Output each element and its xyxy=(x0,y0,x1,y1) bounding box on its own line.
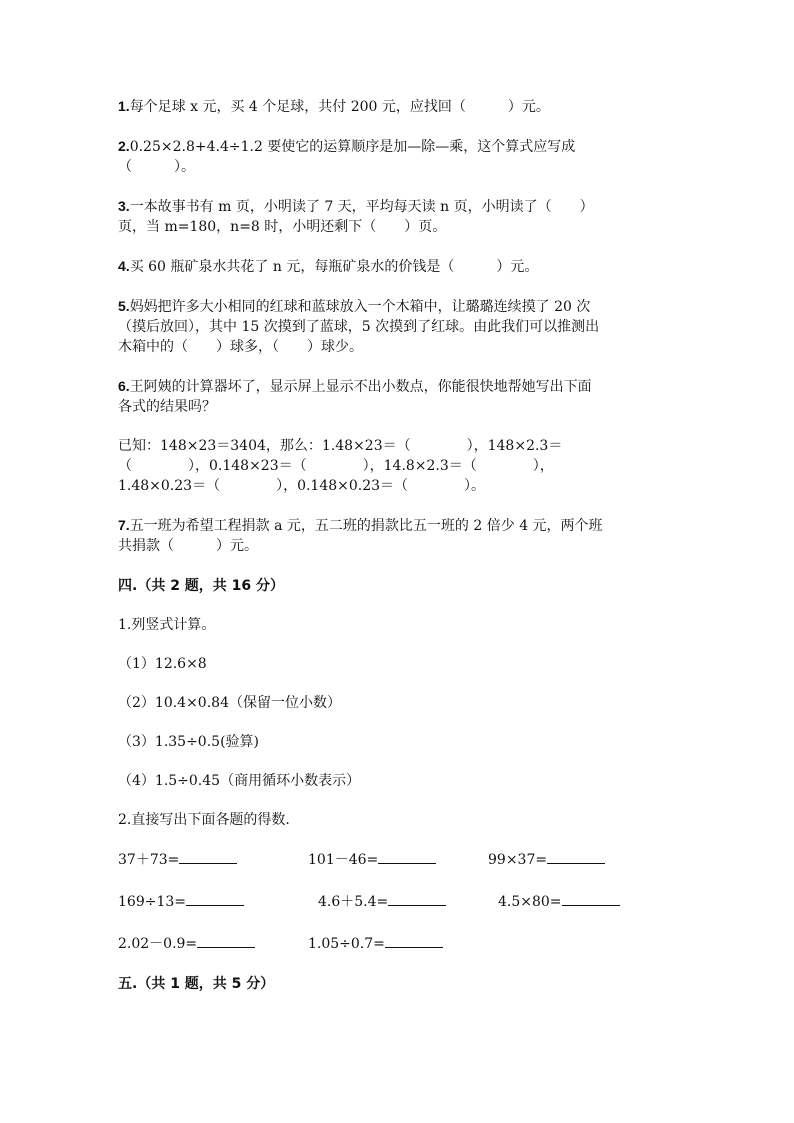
mental-math-item xyxy=(308,891,488,912)
question-4 xyxy=(118,256,678,277)
question-5 xyxy=(118,296,678,357)
answer-blank[interactable] xyxy=(547,849,605,864)
answer-blank[interactable] xyxy=(378,849,436,864)
vertical-calc-item-4: （4）1.5÷0.45（商用循环小数表示） xyxy=(118,773,361,789)
mental-math-grid xyxy=(118,849,678,954)
section-4-heading: 四.（共 2 题，共 16 分） xyxy=(118,578,285,594)
vertical-calc-item-3: （3）1.35÷0.5(验算) xyxy=(118,734,259,750)
answer-blank[interactable] xyxy=(385,933,443,948)
section-5-heading: 五.（共 1 题，共 5 分） xyxy=(118,976,275,992)
question-text-line-3: 木箱中的（ ）球多，（ ）球少。 xyxy=(118,339,363,355)
question-number: 6. xyxy=(118,378,130,394)
mental-math-expression: 101－46= xyxy=(308,852,379,868)
problem-title: 直接写出下面各题的得数. xyxy=(131,812,290,828)
answer-blank[interactable] xyxy=(562,891,620,906)
question-number: 5. xyxy=(118,298,130,314)
problem-number: 1. xyxy=(118,617,132,633)
question-text-line-1: 一本故事书有 m 页，小明读了 7 天，平均每天读 n 页，小明读了（ ） xyxy=(129,199,594,215)
known-line-3: 1.48×0.23＝（ ），0.148×0.23＝（ ）。 xyxy=(118,478,486,494)
section-4-problem-1-title xyxy=(118,615,678,635)
question-text: 买 60 瓶矿泉水共花了 n 元，每瓶矿泉水的价钱是（ ）元。 xyxy=(129,259,539,275)
mental-math-expression: 4.6＋5.4= xyxy=(318,894,389,910)
mental-math-expression: 169÷13= xyxy=(118,894,186,910)
question-text-line-1: 五一班为希望工程捐款 a 元，五二班的捐款比五一班的 2 倍少 4 元，两个班 xyxy=(129,518,603,534)
mental-math-expression: 1.05÷0.7= xyxy=(308,936,385,952)
question-text-line-1: 妈妈把许多大小相同的红球和蓝球放入一个木箱中，让璐璐连续摸了 20 次 xyxy=(129,299,591,315)
question-text-line-2: （摸后放回），其中 15 次摸到了蓝球，5 次摸到了红球。由此我们可以推测出 xyxy=(118,319,600,335)
mental-math-item xyxy=(118,933,308,954)
vertical-calc-item-2: （2）10.4×0.84（保留一位小数） xyxy=(118,695,341,711)
mental-math-expression: 4.5×80= xyxy=(498,894,562,910)
question-text-line-2: 页，当 m=180，n=8 时，小明还剩下（ ）页。 xyxy=(118,219,447,235)
question-number: 4. xyxy=(118,258,130,274)
mental-math-item xyxy=(118,849,308,870)
question-text-line-2: 各式的结果吗？ xyxy=(118,399,216,415)
vertical-calc-item-1: （1）12.6×8 xyxy=(118,656,207,672)
question-number: 7. xyxy=(118,517,130,533)
question-text-line-1: 0.25×2.8+4.4÷1.2 要使它的运算顺序是加—除—乘，这个算式应写成 xyxy=(129,139,576,155)
question-number: 1. xyxy=(118,98,130,114)
question-text: 每个足球 x 元，买 4 个足球，共付 200 元，应找回（ ）元。 xyxy=(129,99,550,115)
known-line-2: （ ），0.148×23＝（ ），14.8×2.3＝（ ）， xyxy=(118,458,554,474)
answer-blank[interactable] xyxy=(388,891,446,906)
question-text-line-2: （ ）。 xyxy=(118,159,195,175)
mental-math-item xyxy=(488,891,668,912)
question-text-line-2: 共捐款（ ）元。 xyxy=(118,538,258,554)
question-2 xyxy=(118,136,678,177)
mental-math-expression: 37＋73= xyxy=(118,852,180,868)
mental-math-item xyxy=(308,849,488,870)
answer-blank[interactable] xyxy=(186,891,244,906)
answer-blank[interactable] xyxy=(179,849,237,864)
problem-title: 列竖式计算。 xyxy=(131,617,216,633)
problem-number: 2. xyxy=(118,812,132,828)
mental-math-item xyxy=(488,849,668,870)
question-1 xyxy=(118,96,678,117)
section-4-problem-2-title xyxy=(118,810,678,830)
mental-math-expression: 2.02－0.9= xyxy=(118,936,198,952)
mental-math-item xyxy=(118,891,308,912)
mental-math-item xyxy=(308,933,488,954)
question-6 xyxy=(118,376,678,417)
answer-blank[interactable] xyxy=(197,933,255,948)
question-6-known xyxy=(118,436,678,496)
known-line-1: 已知：148×23＝3404，那么：1.48×23＝（ ），148×2.3＝ xyxy=(118,438,563,454)
worksheet-content xyxy=(118,96,678,1013)
mental-math-expression: 99×37= xyxy=(488,852,548,868)
question-text-line-1: 王阿姨的计算器坏了，显示屏上显示不出小数点，你能很快地帮她写出下面 xyxy=(129,379,592,395)
question-3 xyxy=(118,196,678,237)
question-7 xyxy=(118,515,678,556)
question-number: 3. xyxy=(118,198,130,214)
question-number: 2. xyxy=(118,138,130,154)
